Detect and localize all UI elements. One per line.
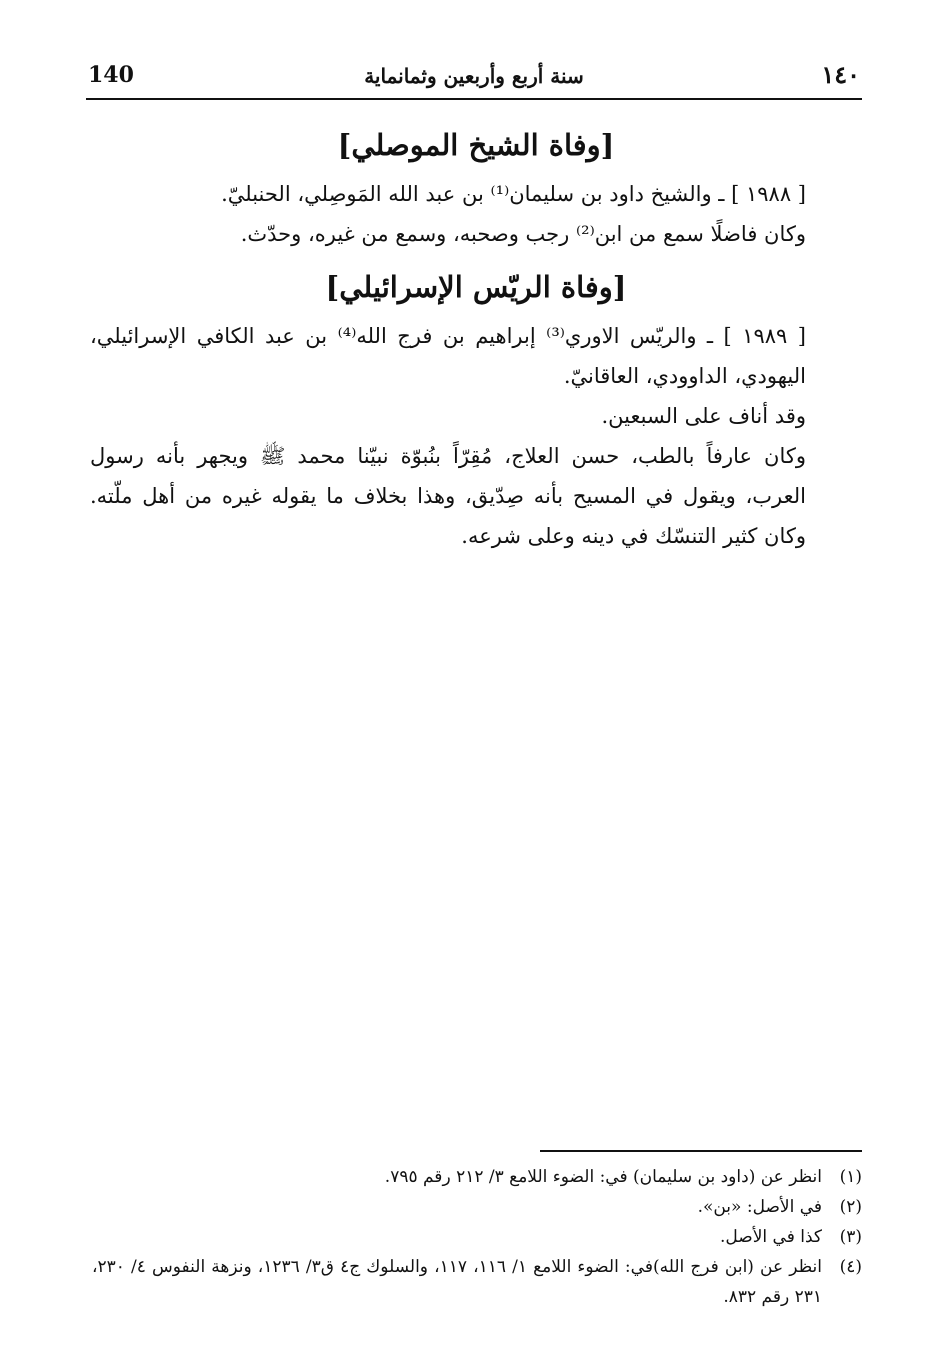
paragraph: وكان فاضلًا سمع من ابن⁽²⁾ رجب وصحبه، وسمع من غيره، وحدّث. <box>240 222 806 246</box>
footnote-item <box>92 1252 862 1312</box>
section-mosuli-death <box>90 122 862 254</box>
running-title: سنة أربع وأربعين وثمانماية <box>364 64 584 88</box>
section-heading: [وفاة الريّس الإسرائيلي] <box>325 270 627 304</box>
page-header <box>86 58 862 100</box>
footnote-divider <box>540 1150 862 1152</box>
paragraph: وقد أناف على السبعين. <box>601 404 806 428</box>
footnote-item <box>92 1222 862 1252</box>
footnote-text: انظر عن (ابن فرج الله)في: الضوء اللامع ١/ ١١٦، ١١٧، والسلوك ج٤ ق٣/ ١٢٣٦، ونزهة النفوس ٤/ ٢٣٠، ٢٣١ رقم ٨٣٢. <box>92 1257 823 1307</box>
footnote-item <box>92 1192 862 1222</box>
page-number-latin: 140 <box>88 62 134 88</box>
footnote-number: (٢) <box>839 1197 862 1217</box>
footnote-number: (٤) <box>839 1257 862 1277</box>
paragraph: وكان عارفاً بالطب، حسن العلاج، مُقِرّاً بنُبوّة نبيّنا محمد ﷺ ويجهر بأنه رسول العرب، ويقول في المسيح بأنه صِدّيق، وهذا بخلاف ما يقوله غيره من أهل ملّته. وكان كثير التنسّك في دينه وعلى شرعه. <box>90 444 806 548</box>
footnote-text: انظر عن (داود بن سليمان) في: الضوء اللامع ٣/ ٢١٢ رقم ٧٩٥. <box>384 1167 822 1187</box>
footnote-item <box>92 1162 862 1192</box>
main-text <box>90 118 862 556</box>
entry-1988: [ ١٩٨٨ ] ـ والشيخ داود بن سليمان⁽¹⁾ بن عبد الله المَوصِلي، الحنبليّ. <box>221 182 806 206</box>
footnote-text: كذا في الأصل. <box>720 1227 822 1247</box>
section-israeli-death <box>90 264 862 556</box>
section-heading: [وفاة الشيخ الموصلي] <box>337 128 615 162</box>
page-number-arabic: ١٤٠ <box>821 60 860 89</box>
footnote-number: (٣) <box>839 1227 862 1247</box>
footnotes <box>92 1150 862 1312</box>
entry-1989: [ ١٩٨٩ ] ـ والريّس الاوري⁽³⁾ إبراهيم بن فرج الله⁽⁴⁾ بن عبد الكافي الإسرائيلي، اليهودي، الداوودي، العاقانيّ. <box>90 324 807 388</box>
footnote-text: في الأصل: «بن». <box>697 1197 822 1217</box>
footnote-number: (١) <box>839 1167 862 1187</box>
